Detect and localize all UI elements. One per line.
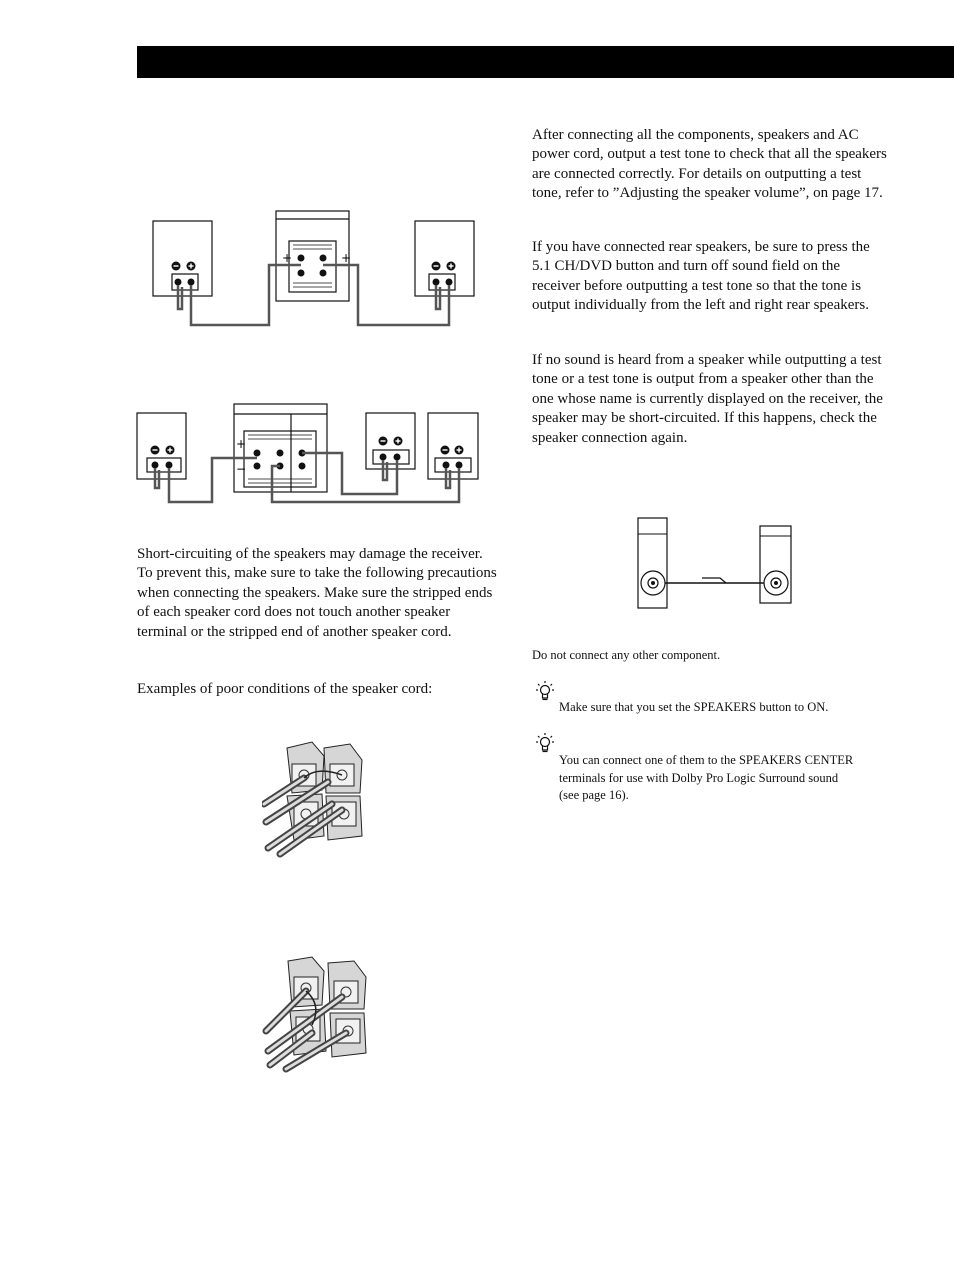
tip-lightbulb-icon	[534, 680, 556, 704]
connection-note: Do not connect any other component.	[532, 648, 721, 662]
plus-label: +	[282, 251, 293, 265]
plus-label: +	[236, 437, 247, 451]
tip-lightbulb-icon	[534, 732, 556, 756]
test-tone-paragraph: After connecting all the components, speakers and AC power cord, output a test tone to check that all the speakers are connected correctly. For details on outputting a test tone, refer to ”Adjusting the speaker volume”, on page 17.	[532, 127, 887, 202]
rear-speakers-paragraph: If you have connected rear speakers, be sure to press the 5.1 CH/DVD button and turn off sound field on the receiver before outputting a test tone so that the tone is output individually from the left and right rear speakers.	[532, 239, 870, 314]
no-sound-paragraph: If no sound is heard from a speaker while outputting a test tone or a test tone is output from a speaker other than the one whose name is currently displayed on the receiver, the speaker may be short-circuited. If this happens, check the speaker connection again.	[532, 352, 883, 446]
minus-label: −	[236, 462, 247, 476]
speaker-connection-diagram-2	[130, 398, 490, 510]
poor-condition-example-1	[262, 738, 372, 858]
header-bar	[137, 46, 954, 78]
speaker-connection-diagram-1	[140, 205, 480, 335]
tip-center-terminals: You can connect one of them to the SPEAKERS CENTER terminals for use with Dolby Pro Logic Surround sound (see page 16).	[559, 753, 854, 802]
plus-label: +	[341, 251, 352, 265]
short-circuit-warning-text: Short-circuiting of the speakers may damage the receiver. To prevent this, make sure to take the following precautions when connecting the speakers. Make sure the stripped ends of each speaker cord does not touch another speaker terminal or the stripped end of another speaker cord.	[137, 546, 497, 640]
test-tone-diagram	[630, 512, 800, 612]
poor-conditions-heading: Examples of poor conditions of the speaker cord:	[137, 681, 433, 697]
poor-condition-example-2	[262, 955, 374, 1073]
signal-arrow-icon	[702, 578, 726, 583]
tip-speakers-button: Make sure that you set the SPEAKERS button to ON.	[559, 700, 829, 714]
